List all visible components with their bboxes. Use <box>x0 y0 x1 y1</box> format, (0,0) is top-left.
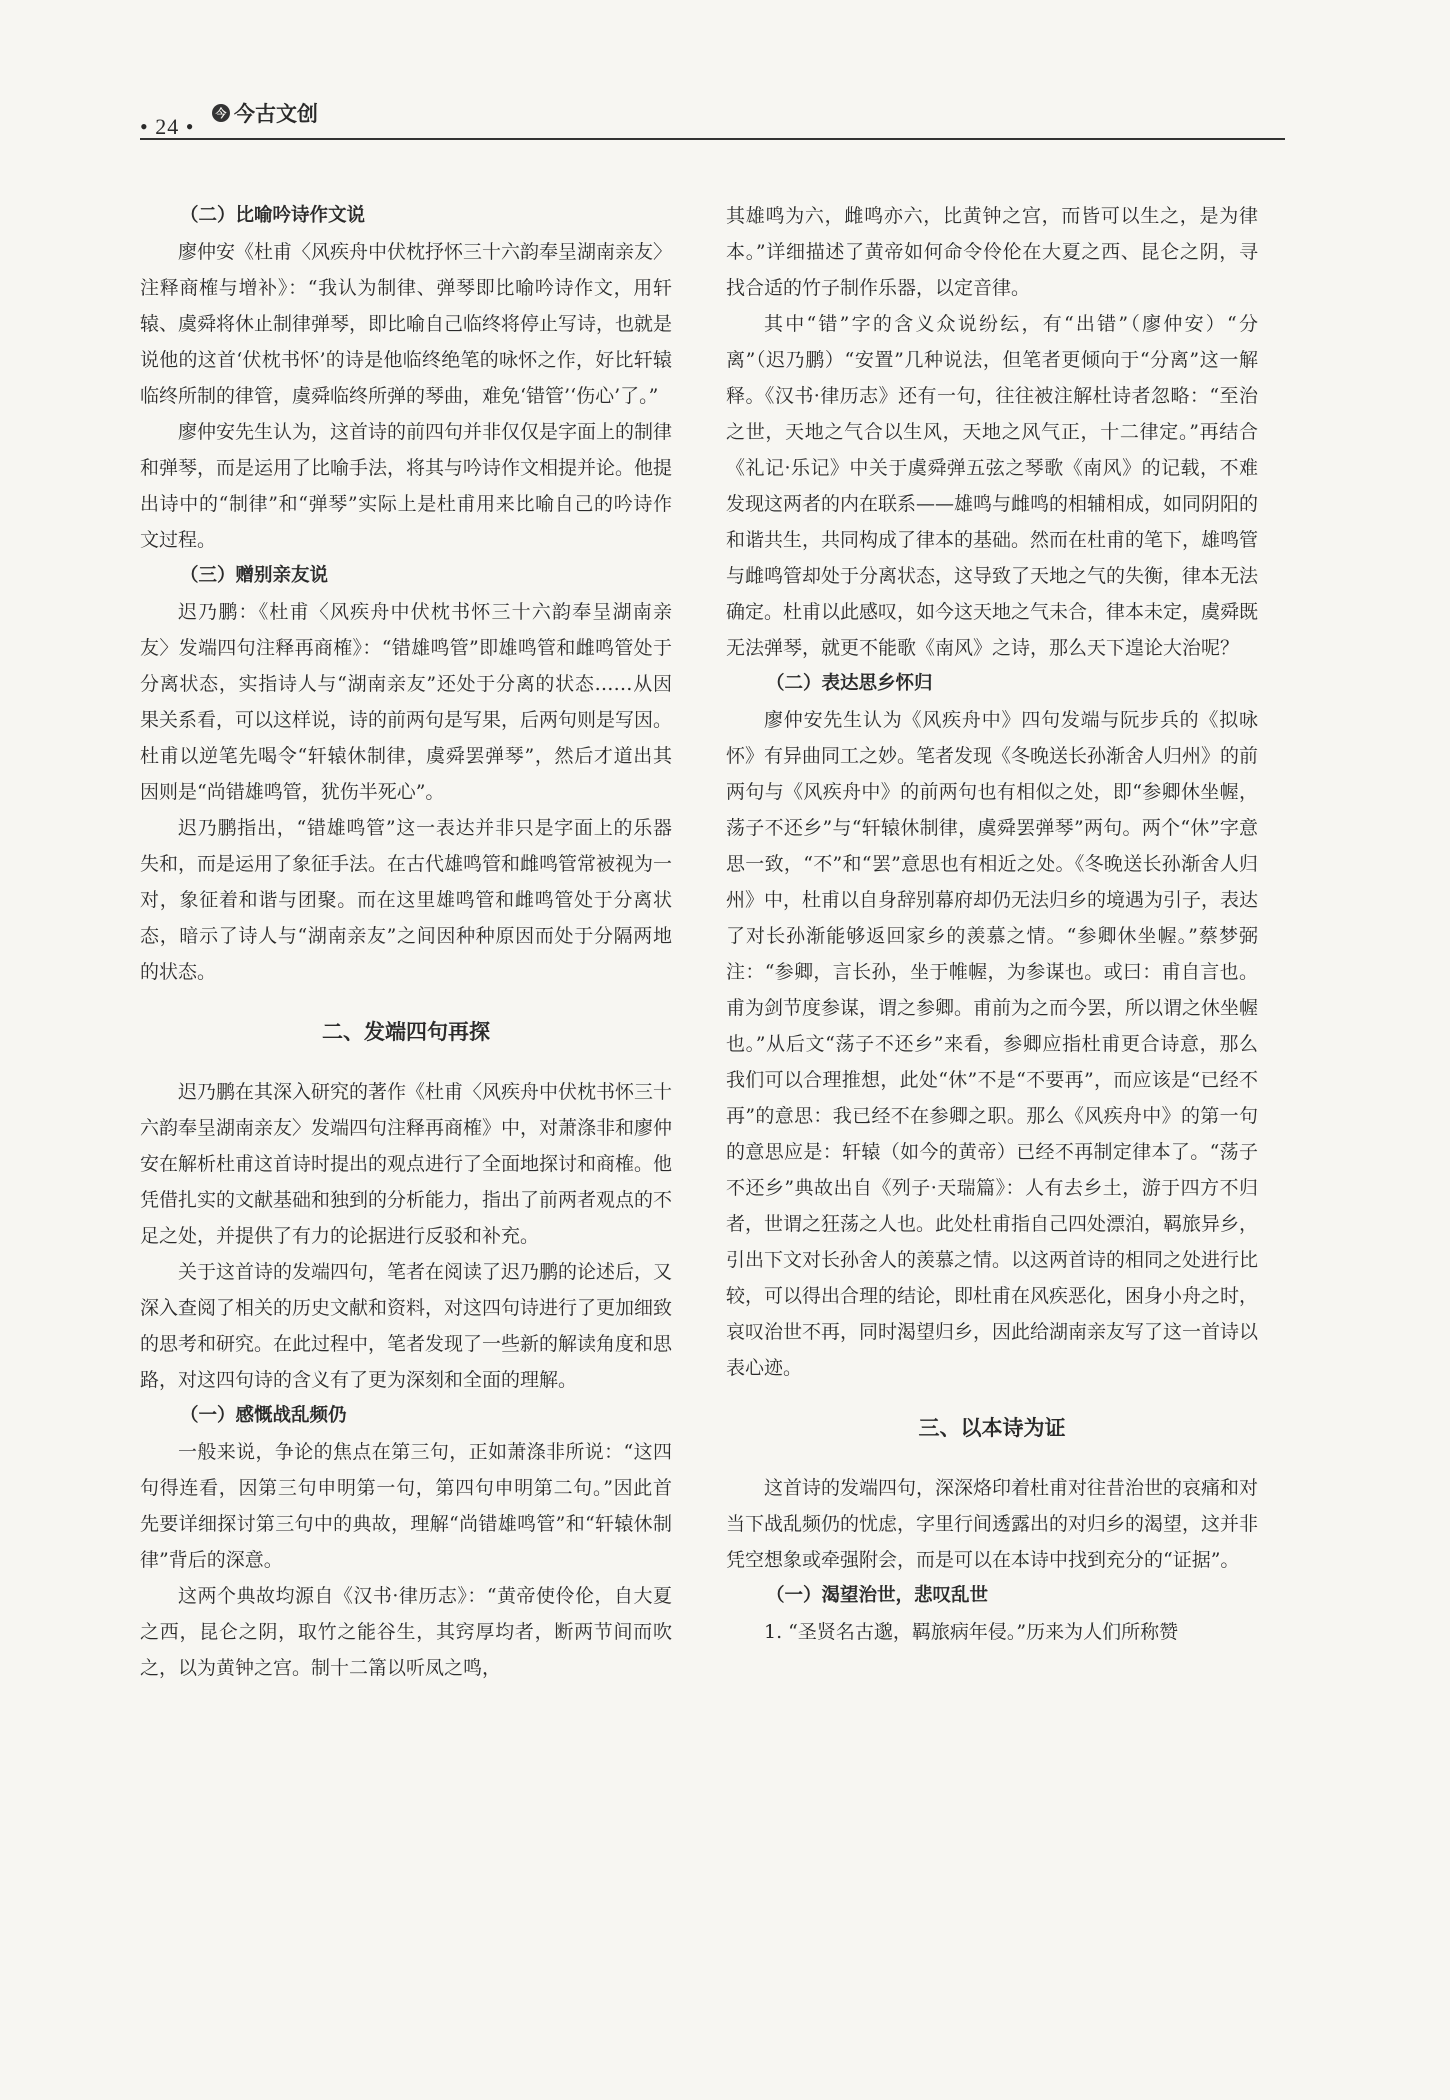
subheading-comparison: （二）比喻吟诗作文说 <box>180 205 366 226</box>
paragraph: 其中“错”字的含义众说纷纭，有“出错”（廖仲安）“分离”（迟乃鹏）“安置”几种说法，但笔者更倾向于“分离”这一解释。《汉书·律历志》还有一句，往往被注解杜诗者忽略：“至治之世，天地之气合以生风，天地之风气正，十二律定。”再结合《礼记·乐记》中关于虞舜弹五弦之琴歌《南风》的记载，不难发现这两者的内在联系——雄鸣与雌鸣的相辅相成，如同阴阳的和谐共生，共同构成了律本的基础。然而在杜甫的笔下，雄鸣管与雌鸣管却处于分离状态，这导致了天地之气的失衡，律本无法确定。杜甫以此感叹，如今这天地之气未合，律本未定，虞舜既无法弹琴，就更不能歌《南风》之诗，那么天下遑论大治呢？ <box>726 313 1259 659</box>
subheading-farewell: （三）赠别亲友说 <box>180 565 329 586</box>
section-heading-3: 三、以本诗为证 <box>918 1416 1066 1440</box>
page-header <box>140 98 1285 140</box>
journal-name: 今古文创 <box>234 102 318 126</box>
paragraph: 关于这首诗的发端四句，笔者在阅读了迟乃鹏的论述后，又深入查阅了相关的历史文献和资料，对这四句诗进行了更加细致的思考和研究。在此过程中，笔者发现了一些新的解读角度和思路，对这四句诗的含义有了更为深刻和全面的理解。 <box>140 1261 673 1391</box>
paragraph: 一般来说，争论的焦点在第三句，正如萧涤非所说：“这四句得连看，因第三句申明第一句，第四句申明第二句。”因此首先要详细探讨第三句中的典故，理解“尚错雄鸣管”和“轩辕休制律”背后的深意。 <box>140 1441 672 1571</box>
paragraph: 这两个典故均源自《汉书·律历志》：“黄帝使伶伦，自大夏之西，昆仑之阴，取竹之能谷生，其窍厚均者，断两节间而吹之，以为黄钟之宫。制十二筩以听凤之鸣， <box>140 1585 672 1679</box>
page-number: • 24 • <box>140 114 195 139</box>
paragraph: 这首诗的发端四句，深深烙印着杜甫对往昔治世的哀痛和对当下战乱频仍的忧虑，字里行间透露出的对归乡的渴望，这并非凭空想象或牵强附会，而是可以在本诗中找到充分的“证据”。 <box>726 1477 1259 1571</box>
paragraph: 迟乃鹏：《杜甫〈风疾舟中伏枕书怀三十六韵奉呈湖南亲友〉发端四句注释再商榷》：“错雄鸣管”即雄鸣管和雌鸣管处于分离状态，实指诗人与“湖南亲友”还处于分离的状态……从因果关系看，可以这样说，诗的前两句是写果，后两句则是写因。杜甫以逆笔先喝令“轩辕休制律，虞舜罢弹琴”，然后才道出其因则是“尚错雄鸣管，犹伤半死心”。 <box>140 601 673 803</box>
paragraph: 廖仲安《杜甫〈风疾舟中伏枕抒怀三十六韵奉呈湖南亲友〉注释商榷与增补》：“我认为制律、弹琴即比喻吟诗作文，用轩辕、虞舜将休止制律弹琴，即比喻自己临终将停止写诗，也就是说他的这首‘伏枕书怀’的诗是他临终绝笔的咏怀之作，好比轩辕临终所制的律管，虞舜临终所弹的琴曲，难免‘错管’‘伤心’了。” <box>140 241 673 407</box>
paragraph: 迟乃鹏在其深入研究的著作《杜甫〈风疾舟中伏枕书怀三十六韵奉呈湖南亲友〉发端四句注释再商榷》中，对萧涤非和廖仲安在解析杜甫这首诗时提出的观点进行了全面地探讨和商榷。他凭借扎实的文献基础和独到的分析能力，指出了前两者观点的不足之处，并提供了有力的论据进行反驳和补充。 <box>140 1081 673 1247</box>
subheading-homesick: （二）表达思乡怀归 <box>766 673 933 694</box>
right-column <box>726 198 1258 1650</box>
section-heading-2: 二、发端四句再探 <box>322 1020 490 1044</box>
journal-title <box>212 98 318 128</box>
paragraph: 廖仲安先生认为《风疾舟中》四句发端与阮步兵的《拟咏怀》有异曲同工之妙。笔者发现《冬晚送长孙渐舍人归州》的前两句与《风疾舟中》的前两句也有相似之处，即“参卿休坐幄，荡子不还乡”与“轩辕休制律，虞舜罢弹琴”两句。两个“休”字意思一致，“不”和“罢”意思也有相近之处。《冬晚送长孙渐舍人归州》中，杜甫以自身辞别幕府却仍无法归乡的境遇为引子，表达了对长孙渐能够返回家乡的羡慕之情。“参卿休坐幄。”蔡梦弼注：“参卿，言长孙，坐于帷幄，为参谋也。或曰：甫自言也。甫为剑节度参谋，谓之参卿。甫前为之而今罢，所以谓之休坐幄也。”从后文“荡子不还乡”来看，参卿应指杜甫更合诗意，那么我们可以合理推想，此处“休”不是“不要再”，而应该是“已经不再”的意思：我已经不在参卿之职。那么《风疾舟中》的第一句的意思应是：轩辕（如今的黄帝）已经不再制定律本了。“荡子不还乡”典故出自《列子·天瑞篇》：人有去乡土，游于四方不归者，世谓之狂荡之人也。此处杜甫指自己四处漂泊，羁旅异乡，引出下文对长孙舍人的羡慕之情。以这两首诗的相同之处进行比较，可以得出合理的结论，即杜甫在风疾恶化，困身小舟之时，哀叹治世不再，同时渴望归乡，因此给湖南亲友写了这一首诗以表心迹。 <box>726 709 1259 1379</box>
journal-logo-icon: 今 <box>212 104 230 122</box>
left-column <box>140 198 672 1686</box>
subheading-war: （一）感慨战乱频仍 <box>180 1405 347 1426</box>
paragraph-continued: 其雄鸣为六，雌鸣亦六，比黄钟之宫，而皆可以生之，是为律本。”详细描述了黄帝如何命令伶伦在大夏之西、昆仑之阴，寻找合适的竹子制作乐器，以定音律。 <box>726 205 1258 299</box>
subheading-longing: （一）渴望治世，悲叹乱世 <box>766 1585 989 1606</box>
paragraph: 1. “圣贤名古邈，羁旅病年侵。”历来为人们所称赞 <box>764 1621 1179 1643</box>
paragraph: 迟乃鹏指出，“错雄鸣管”这一表达并非只是字面上的乐器失和，而是运用了象征手法。在古代雄鸣管和雌鸣管常被视为一对，象征着和谐与团聚。而在这里雄鸣管和雌鸣管处于分离状态，暗示了诗人与“湖南亲友”之间因种种原因而处于分隔两地的状态。 <box>140 817 673 983</box>
paragraph: 廖仲安先生认为，这首诗的前四句并非仅仅是字面上的制律和弹琴，而是运用了比喻手法，将其与吟诗作文相提并论。他提出诗中的“制律”和“弹琴”实际上是杜甫用来比喻自己的吟诗作文过程。 <box>140 421 673 551</box>
